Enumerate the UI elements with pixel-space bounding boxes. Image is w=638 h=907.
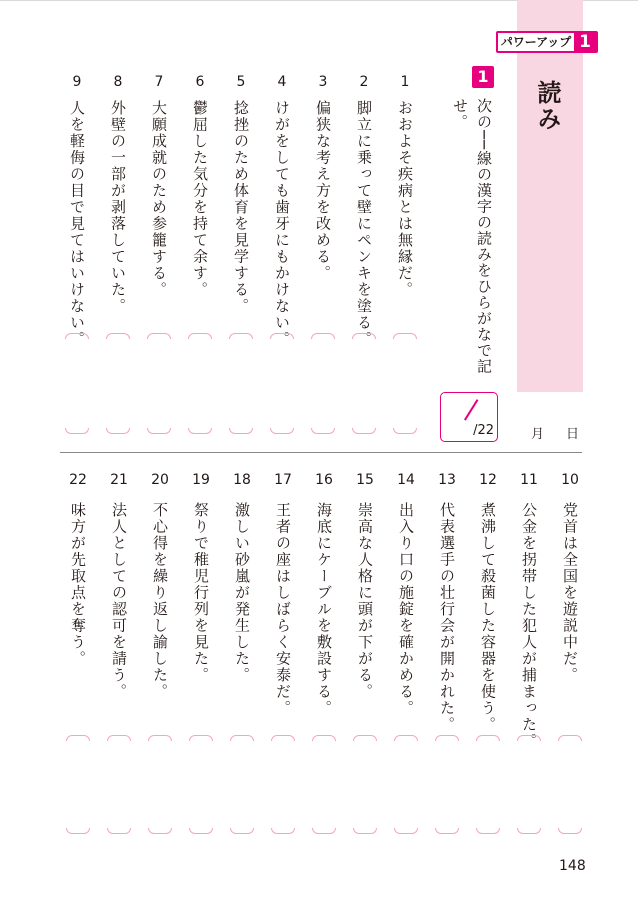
answer-space-top-mark[interactable] xyxy=(148,735,172,741)
question-text: 外壁の一部が剥落していた。 xyxy=(109,100,127,315)
question-number: 10 xyxy=(561,472,579,488)
question-number: 18 xyxy=(233,472,251,488)
question-text: 出入り口の施錠を確かめる。 xyxy=(397,502,415,717)
answer-space-bottom-mark[interactable] xyxy=(558,828,582,834)
question-number: 21 xyxy=(110,472,128,488)
question-text: 人を軽侮の目で見てはいけない。 xyxy=(68,100,86,348)
question-number: 14 xyxy=(397,472,415,488)
question-text: おおよそ疾病とは無縁だ。 xyxy=(396,100,414,298)
answer-space-bottom-mark[interactable] xyxy=(229,428,253,434)
question-number: 19 xyxy=(192,472,210,488)
question-text: 法人としての認可を請う。 xyxy=(110,502,128,700)
question-text: けがをしても歯牙にもかけない。 xyxy=(273,100,291,348)
answer-space-top-mark[interactable] xyxy=(393,333,417,339)
answer-space-bottom-mark[interactable] xyxy=(66,828,90,834)
question-number: 12 xyxy=(479,472,497,488)
question-number: 16 xyxy=(315,472,333,488)
answer-space-top-mark[interactable] xyxy=(65,333,89,339)
question-text: 煮沸して殺菌した容器を使う。 xyxy=(479,502,497,733)
answer-space-bottom-mark[interactable] xyxy=(393,428,417,434)
answer-space-top-mark[interactable] xyxy=(558,735,582,741)
answer-space-top-mark[interactable] xyxy=(106,333,130,339)
score-slash xyxy=(464,399,478,420)
question-number: 13 xyxy=(438,472,456,488)
section-divider xyxy=(60,452,582,453)
section-instruction: 次の──線の漢字の読みをひらがなで記せ。 xyxy=(451,98,493,375)
title-band xyxy=(517,0,583,392)
question-text: 味方が先取点を奪う。 xyxy=(69,502,87,667)
answer-space-bottom-mark[interactable] xyxy=(517,828,541,834)
question-text: 王者の座はしばらく安泰だ。 xyxy=(274,502,292,717)
answer-space-top-mark[interactable] xyxy=(147,333,171,339)
answer-space-bottom-mark[interactable] xyxy=(147,428,171,434)
question-text: 激しい砂嵐が発生した。 xyxy=(233,502,251,684)
question-text: 祭りで稚児行列を見た。 xyxy=(192,502,210,684)
answer-space-bottom-mark[interactable] xyxy=(270,428,294,434)
answer-space-bottom-mark[interactable] xyxy=(476,828,500,834)
answer-space-bottom-mark[interactable] xyxy=(352,428,376,434)
answer-space-top-mark[interactable] xyxy=(188,333,212,339)
question-text: 海底にケーブルを敷設する。 xyxy=(315,502,333,717)
question-text: 党首は全国を遊説中だ。 xyxy=(561,502,579,684)
answer-space-bottom-mark[interactable] xyxy=(65,428,89,434)
question-number: 22 xyxy=(69,472,87,488)
question-number: 9 xyxy=(72,74,82,90)
power-up-badge xyxy=(496,31,598,53)
question-text: 崇高な人格に頭が下がる。 xyxy=(356,502,374,700)
question-text: 捻挫のため体育を見学する。 xyxy=(232,100,250,315)
answer-space-top-mark[interactable] xyxy=(394,735,418,741)
question-number: 4 xyxy=(277,74,287,90)
answer-space-top-mark[interactable] xyxy=(271,735,295,741)
question-text: 鬱屈した気分を持て余す。 xyxy=(191,100,209,298)
answer-space-top-mark[interactable] xyxy=(517,735,541,741)
question-text: 公金を拐帯した犯人が捕まった。 xyxy=(520,502,538,750)
answer-space-bottom-mark[interactable] xyxy=(312,828,336,834)
page-number: 148 xyxy=(559,858,586,874)
answer-space-top-mark[interactable] xyxy=(353,735,377,741)
answer-space-bottom-mark[interactable] xyxy=(107,828,131,834)
question-number: 17 xyxy=(274,472,292,488)
question-number: 15 xyxy=(356,472,374,488)
question-number: 20 xyxy=(151,472,169,488)
answer-space-top-mark[interactable] xyxy=(435,735,459,741)
question-text: 偏狭な考え方を改める。 xyxy=(314,100,332,282)
question-text: 脚立に乗って壁にペンキを塗る。 xyxy=(355,100,373,348)
question-number: 3 xyxy=(318,74,328,90)
answer-space-bottom-mark[interactable] xyxy=(435,828,459,834)
question-number: 11 xyxy=(520,472,538,488)
score-total: /22 xyxy=(473,423,494,438)
question-text: 大願成就のため参籠する。 xyxy=(150,100,168,298)
question-text: 代表選手の壮行会が開かれた。 xyxy=(438,502,456,733)
answer-space-top-mark[interactable] xyxy=(230,735,254,741)
answer-space-top-mark[interactable] xyxy=(312,735,336,741)
day-label: 日 xyxy=(566,427,580,442)
answer-space-bottom-mark[interactable] xyxy=(188,428,212,434)
answer-space-bottom-mark[interactable] xyxy=(148,828,172,834)
page-title: 読み xyxy=(533,80,561,132)
question-number: 7 xyxy=(154,74,164,90)
answer-space-top-mark[interactable] xyxy=(476,735,500,741)
section-number: 1 xyxy=(472,66,494,88)
question-number: 5 xyxy=(236,74,246,90)
answer-space-top-mark[interactable] xyxy=(229,333,253,339)
month-label: 月 xyxy=(531,427,545,442)
answer-space-bottom-mark[interactable] xyxy=(311,428,335,434)
answer-space-bottom-mark[interactable] xyxy=(394,828,418,834)
answer-space-top-mark[interactable] xyxy=(270,333,294,339)
answer-space-bottom-mark[interactable] xyxy=(189,828,213,834)
answer-space-top-mark[interactable] xyxy=(352,333,376,339)
answer-space-bottom-mark[interactable] xyxy=(353,828,377,834)
question-number: 6 xyxy=(195,74,205,90)
score-box[interactable] xyxy=(440,392,498,442)
answer-space-top-mark[interactable] xyxy=(311,333,335,339)
answer-space-top-mark[interactable] xyxy=(189,735,213,741)
answer-space-top-mark[interactable] xyxy=(66,735,90,741)
answer-space-bottom-mark[interactable] xyxy=(106,428,130,434)
badge-number: 1 xyxy=(574,33,596,51)
answer-space-bottom-mark[interactable] xyxy=(271,828,295,834)
question-number: 8 xyxy=(113,74,123,90)
question-number: 1 xyxy=(400,74,410,90)
question-number: 2 xyxy=(359,74,369,90)
answer-space-top-mark[interactable] xyxy=(107,735,131,741)
badge-label: パワーアップ xyxy=(500,35,572,49)
answer-space-bottom-mark[interactable] xyxy=(230,828,254,834)
question-text: 不心得を繰り返し諭した。 xyxy=(151,502,169,700)
